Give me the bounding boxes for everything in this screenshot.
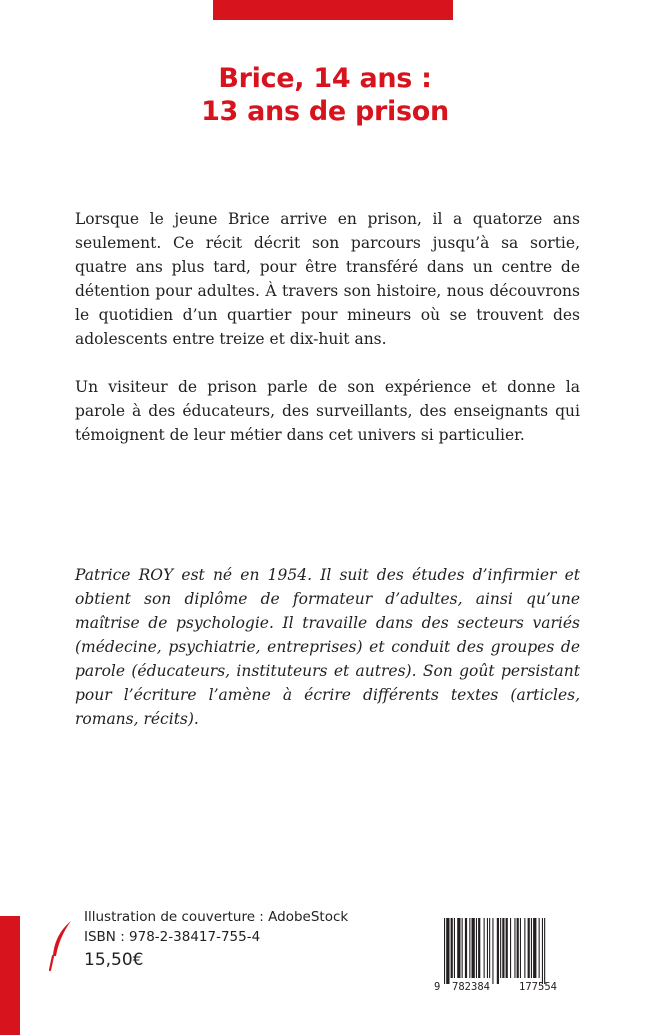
barcode-bar xyxy=(531,918,532,978)
title-line-2: 13 ans de prison xyxy=(201,96,449,127)
barcode-bar xyxy=(472,918,475,978)
barcode-bar xyxy=(444,918,445,984)
barcode-bar xyxy=(457,918,460,978)
barcode-bar xyxy=(517,918,519,978)
barcode-bar xyxy=(533,918,536,978)
barcode-bar xyxy=(446,918,449,984)
barcode-bar xyxy=(539,918,540,978)
barcode-bar xyxy=(489,918,490,978)
barcode-bar xyxy=(544,918,545,984)
barcode-bar xyxy=(500,918,501,978)
synopsis-paragraph-2: Un visiteur de prison parle de son expérience et donne la parole à des éducateurs, des surveillants, des enseignants qui témoignent de leur métier dans cet univers si particulier. xyxy=(75,378,580,444)
title-line-1: Brice, 14 ans : xyxy=(218,63,432,94)
barcode-bar xyxy=(524,918,525,978)
top-accent-bar xyxy=(213,0,453,20)
quill-icon xyxy=(48,920,74,972)
barcode-bar xyxy=(487,918,488,978)
barcode-bars xyxy=(444,918,545,984)
barcode-bar xyxy=(520,918,521,978)
barcode-bar xyxy=(451,918,453,978)
barcode-bar xyxy=(478,918,480,978)
barcode-bar xyxy=(497,918,499,984)
author-bio-text: Patrice ROY est né en 1954. Il suit des études d’infirmier et obtient son diplôme de formateur d’adultes, ainsi qu’une maîtrise de psychologie. Il travaille dans des secteurs variés (médecine, psychiatrie, entreprises) et conduit des groupes de parole (éducateurs, instituteurs et autres). Son goût persistant pour l’écriture l’amène à écrire différents textes (articles, romans, récits). xyxy=(75,566,580,728)
barcode-bar xyxy=(542,918,543,984)
barcode-bar xyxy=(510,918,511,978)
barcode-bar xyxy=(506,918,508,978)
synopsis-paragraph-1: Lorsque le jeune Brice arrive en prison, il a quatorze ans seulement. Ce récit décrit son parcours jusqu’à sa sortie, quatre ans plus tard, pour être transféré dans un centre de détention pour adultes. À travers son histoire, nous découvrons le quotidien d’un quartier pour mineurs où se trouvent des adolescents entre treize et dix-huit ans. xyxy=(75,210,580,348)
barcode-bar xyxy=(514,918,515,978)
illustration-credit: Illustration de couverture : AdobeStock xyxy=(84,909,349,925)
price: 15,50€ xyxy=(84,950,144,970)
synopsis xyxy=(75,207,580,471)
barcode-bar xyxy=(454,918,455,978)
barcode-digits-group-1: 782384 xyxy=(452,981,490,993)
book-title xyxy=(0,62,650,128)
barcode-bar xyxy=(465,918,467,978)
barcode-bar xyxy=(528,918,530,978)
barcode-bar xyxy=(462,918,463,978)
isbn: ISBN : 978-2-38417-755-4 xyxy=(84,929,261,945)
barcode-bar xyxy=(469,918,470,978)
barcode-bar xyxy=(476,918,477,978)
barcode xyxy=(434,918,574,993)
barcode-bar xyxy=(502,918,504,978)
credits-block xyxy=(84,907,404,972)
barcode-bar xyxy=(492,918,493,984)
author-bio xyxy=(75,563,580,731)
barcode-digit-first: 9 xyxy=(434,981,441,993)
left-accent-bar xyxy=(0,916,20,1035)
barcode-digits-group-2: 177554 xyxy=(519,981,557,993)
barcode-bar xyxy=(484,918,485,978)
